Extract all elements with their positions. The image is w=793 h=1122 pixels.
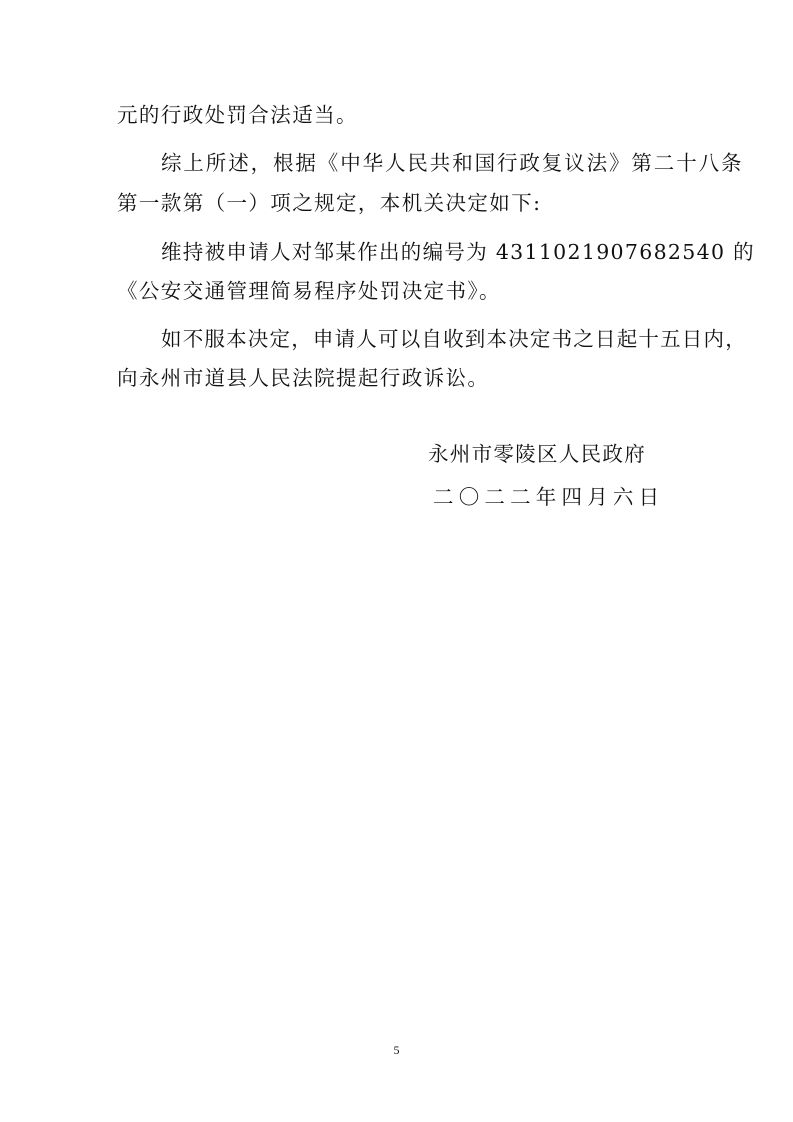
paragraph-line-1: 元的行政处罚合法适当。 [117,103,358,127]
paragraph-line-7: 向永州市道县人民法院提起行政诉讼。 [117,366,490,390]
signature-date: 二〇二二年四月六日 [433,485,665,509]
page-number: 5 [393,1043,400,1057]
signature-organization: 永州市零陵区人民政府 [428,442,646,466]
paragraph-line-2: 综上所述，根据《中华人民共和国行政复议法》第二十八条 [161,151,744,175]
paragraph-line-4: 维持被申请人对邹某作出的编号为 4311021907682540 的 [161,240,755,264]
paragraph-line-3: 第一款第（一）项之规定，本机关决定如下: [117,191,542,215]
paragraph-line-5: 《公安交通管理简易程序处罚决定书》。 [117,279,501,303]
paragraph-line-6: 如不服本决定，申请人可以自收到本决定书之日起十五日内， [161,327,747,351]
